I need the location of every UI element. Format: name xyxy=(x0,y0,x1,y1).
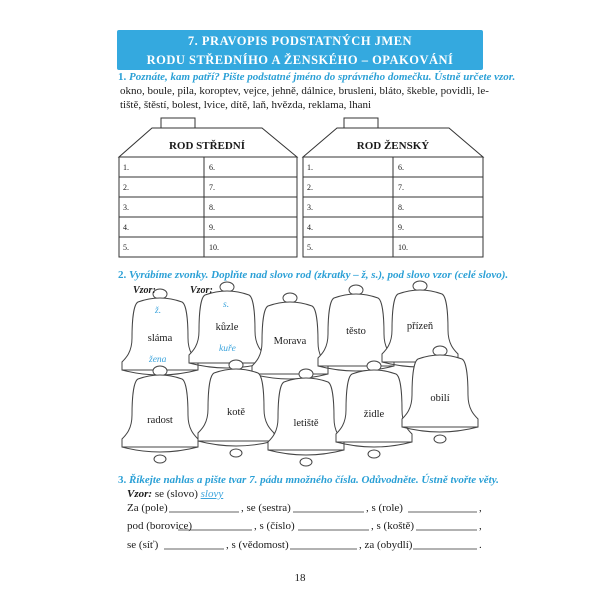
house-right-num-8: 8. xyxy=(398,203,404,212)
banner-line-1: 7. PRAVOPIS PODSTATNÝCH JMEN xyxy=(187,34,413,48)
task1-words-line1: okno, boule, pila, koroptev, vejce, jehně, dálnice, brusleni, bláto, škeble, povidli, le- xyxy=(120,85,489,97)
banner-line-2: RODU STŘEDNÍHO A ŽENSKÉHO – OPAKOVÁNÍ xyxy=(146,53,454,67)
house-left-body xyxy=(119,157,297,257)
task3-row3-item3: , za (obydlí) xyxy=(359,539,413,551)
task3-row2-end: , xyxy=(479,520,482,532)
handwritten-rod-2: s. xyxy=(223,300,230,310)
task3-vzor-row xyxy=(127,488,223,500)
task3-row3-item1: se (síť) xyxy=(127,539,159,551)
house-left-title: ROD STŘEDNÍ xyxy=(168,140,246,152)
house-right-num-4: 4. xyxy=(307,223,313,232)
house-right-num-6: 6. xyxy=(398,163,404,172)
house-left-num-5: 5. xyxy=(123,243,129,252)
house-left-num-7: 7. xyxy=(209,183,215,192)
bell-word-1: sláma xyxy=(147,333,173,344)
bell-word-7: kotě xyxy=(226,407,246,418)
task3-answer-lines xyxy=(164,512,477,549)
task1-title: 1. Poznáte, kam patří? Pište podstatné jméno do správného domečku. Ústně určete vzor. xyxy=(118,71,516,83)
task3-row2-item1: pod (borovice) xyxy=(127,520,193,532)
house-right-num-1: 1. xyxy=(307,163,313,172)
task2-title: 2. Vyrábíme zvonky. Doplňte nad slovo rod (zkratky – ž, s.), pod slovo vzor (celé slovo). xyxy=(118,269,509,281)
handwritten-vzor-2: kuře xyxy=(219,344,236,354)
task3-vzor-answer: slovy xyxy=(200,488,224,500)
house-left-num-4: 4. xyxy=(123,223,129,232)
bell-word-6: radost xyxy=(147,415,173,426)
house-right-num-10: 10. xyxy=(398,243,408,252)
task3-row2-item2: , s (číslo) xyxy=(254,520,295,532)
bell-word-8: letiště xyxy=(293,418,319,429)
task3-row1-item1: Za (pole) xyxy=(127,502,168,514)
handwritten-vzor-1: žena xyxy=(149,355,167,365)
house-left-num-6: 6. xyxy=(209,163,215,172)
bell-word-5: přízeň xyxy=(406,321,434,332)
house-right-num-7: 7. xyxy=(398,183,404,192)
task3-row1-end: , xyxy=(479,502,482,514)
house-left-num-8: 8. xyxy=(209,203,215,212)
page-number: 18 xyxy=(294,572,306,584)
bell-word-10: obilí xyxy=(430,393,450,404)
house-left-num-1: 1. xyxy=(123,163,129,172)
task3-title: 3. Říkejte nahlas a pište tvar 7. pádu množného čísla. Odůvodněte. Ústně tvořte věty. xyxy=(118,474,499,486)
task1-words-line2: tiště, štěstí, bolest, lvice, dítě, laň, hvězda, reklama, lhani xyxy=(120,99,372,111)
task3-vzor-text: se (slovo) xyxy=(154,488,198,500)
house-left-num-9: 9. xyxy=(209,223,215,232)
house-right-num-2: 2. xyxy=(307,183,313,192)
task3-row3-item2: , s (vědomost) xyxy=(226,539,289,551)
house-right-title: ROD ŽENSKÝ xyxy=(356,140,430,152)
task3-row1-item2: , se (sestra) xyxy=(241,502,291,514)
house-right-chimney xyxy=(344,118,378,128)
task3-row1-item3: , s (role) xyxy=(366,502,403,514)
house-left xyxy=(119,118,297,257)
bell-word-3: Morava xyxy=(273,336,307,347)
house-left-num-10: 10. xyxy=(209,243,219,252)
task3-row2-item3: , s (koště) xyxy=(371,520,415,532)
house-right-num-3: 3. xyxy=(307,203,313,212)
house-left-num-3: 3. xyxy=(123,203,129,212)
task2-vzor-label-2: Vzor: xyxy=(190,285,213,296)
house-right-num-9: 9. xyxy=(398,223,404,232)
handwritten-rod-1: ž. xyxy=(155,306,162,316)
task2-vzor-label-1: Vzor: xyxy=(133,285,156,296)
bell-word-2: kůzle xyxy=(215,322,239,333)
task3-vzor-label: Vzor: xyxy=(127,488,153,500)
house-right xyxy=(303,118,483,257)
task3-row3-end: . xyxy=(479,539,482,551)
house-left-num-2: 2. xyxy=(123,183,129,192)
bell-word-4: těsto xyxy=(346,326,366,337)
house-left-chimney xyxy=(161,118,195,128)
house-right-num-5: 5. xyxy=(307,243,313,252)
bell-word-9: židle xyxy=(363,409,385,420)
